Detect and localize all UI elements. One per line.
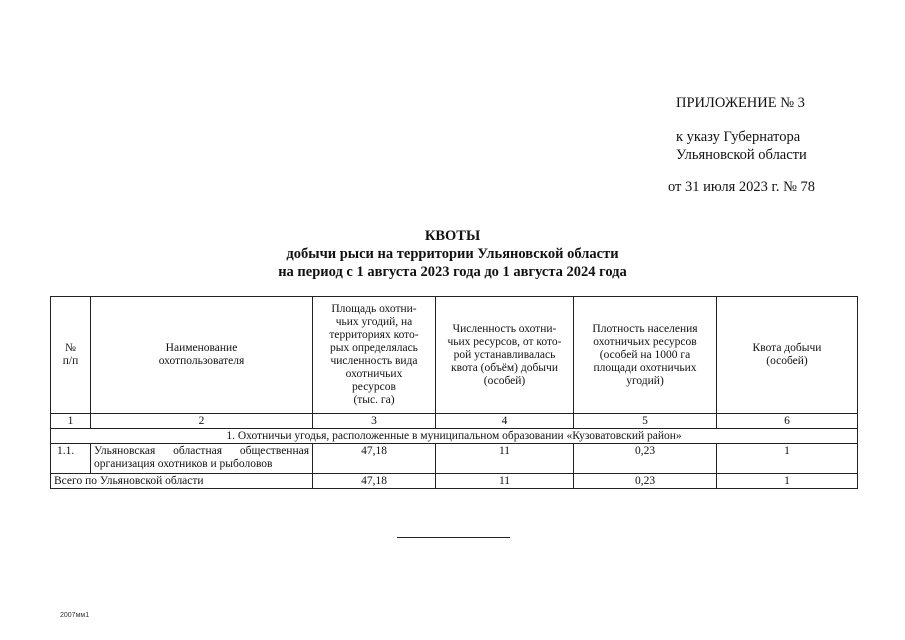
- row-population: 11: [436, 444, 574, 474]
- row-quota: 1: [717, 444, 858, 474]
- row-area: 47,18: [313, 444, 436, 474]
- header-cell-quota: Квота добычи (особей): [717, 297, 858, 414]
- total-density: 0,23: [574, 474, 717, 489]
- table-row: [51, 444, 858, 474]
- footer-code: 2007мм1: [60, 612, 90, 619]
- column-number: 2: [91, 414, 313, 429]
- header-cell-number: № п/п: [51, 297, 91, 414]
- appendix-region: Ульяновской области: [676, 147, 807, 163]
- total-label: Всего по Ульяновской области: [51, 474, 313, 489]
- appendix-decree: к указу Губернатора: [676, 129, 801, 145]
- row-user-name: Ульяновская областная общественная организация охотников и рыболовов: [91, 444, 313, 474]
- column-number: 5: [574, 414, 717, 429]
- column-number-row: [51, 414, 858, 429]
- total-area: 47,18: [313, 474, 436, 489]
- document-subtitle: добычи рыси на территории Ульяновской области: [286, 246, 619, 262]
- total-population: 11: [436, 474, 574, 489]
- section-title: 1. Охотничьи угодья, расположенные в муниципальном образовании «Кузоватовский район»: [51, 429, 858, 444]
- row-density: 0,23: [574, 444, 717, 474]
- header-cell-population: Численность охотни- чьих ресурсов, от кото- рой устанавливалась квота (объём) добычи (особей): [436, 297, 574, 414]
- total-row: [51, 474, 858, 489]
- column-number: 4: [436, 414, 574, 429]
- appendix-title: ПРИЛОЖЕНИЕ № 3: [676, 95, 805, 111]
- header-cell-name: Наименование охотпользователя: [91, 297, 313, 414]
- header-cell-density: Плотность населения охотничьих ресурсов (особей на 1000 га площади охотничьих угодий): [574, 297, 717, 414]
- appendix-date: от 31 июля 2023 г. № 78: [668, 179, 816, 195]
- column-number: 3: [313, 414, 436, 429]
- table-header-row: [51, 297, 858, 414]
- header-cell-area: Площадь охотни- чьих угодий, на территориях кото- рых определялась численность вида охотничьих ресурсов (тыс. га): [313, 297, 436, 414]
- document-period: на период с 1 августа 2023 года до 1 августа 2024 года: [278, 264, 627, 280]
- column-number: 1: [51, 414, 91, 429]
- document-title: КВОТЫ: [424, 228, 481, 244]
- section-row: [51, 429, 858, 444]
- separator-line: [397, 537, 510, 538]
- column-number: 6: [717, 414, 858, 429]
- total-quota: 1: [717, 474, 858, 489]
- row-index: 1.1.: [51, 444, 91, 474]
- quota-table: [50, 296, 858, 489]
